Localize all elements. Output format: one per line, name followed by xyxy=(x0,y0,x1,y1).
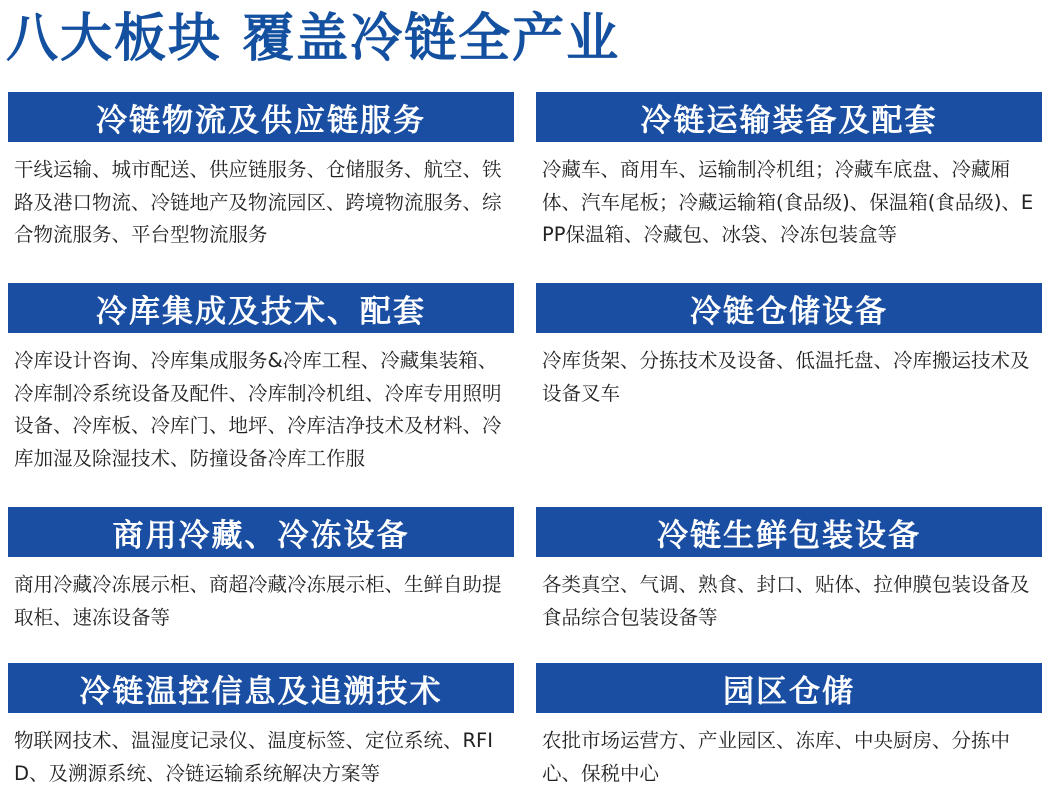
section-heading: 冷链生鲜包装设备 xyxy=(536,507,1042,557)
page-title: 八大板块 覆盖冷链全产业 xyxy=(6,9,621,69)
section-cold-chain-logistics xyxy=(8,92,514,252)
section-heading: 冷链运输装备及配套 xyxy=(536,92,1042,142)
section-transport-equipment xyxy=(536,92,1042,252)
section-heading: 冷链仓储设备 xyxy=(536,283,1042,333)
section-heading: 冷链物流及供应链服务 xyxy=(8,92,514,142)
section-description: 商用冷藏冷冻展示柜、商超冷藏冷冻展示柜、生鲜自助提取柜、速冻设备等 xyxy=(14,573,502,629)
section-heading: 商用冷藏、冷冻设备 xyxy=(8,507,514,557)
section-temperature-tracking xyxy=(8,663,514,790)
section-heading: 冷库集成及技术、配套 xyxy=(8,283,514,333)
section-description: 干线运输、城市配送、供应链服务、仓储服务、航空、铁路及港口物流、冷链地产及物流园区、跨境物流服务、综合物流服务、平台型物流服务 xyxy=(14,158,502,246)
section-description: 物联网技术、温湿度记录仪、温度标签、定位系统、RFID、及溯源系统、冷链运输系统解决方案等 xyxy=(14,729,494,785)
section-park-warehousing xyxy=(536,663,1042,790)
section-description: 冷库货架、分拣技术及设备、低温托盘、冷库搬运技术及设备叉车 xyxy=(542,349,1030,405)
section-heading: 园区仓储 xyxy=(536,663,1042,713)
section-commercial-refrigeration xyxy=(8,507,514,634)
section-description: 各类真空、气调、熟食、封口、贴体、拉伸膜包装设备及食品综合包装设备等 xyxy=(542,573,1030,629)
section-description: 冷库设计咨询、冷库集成服务&冷库工程、冷藏集装箱、冷库制冷系统设备及配件、冷库制冷机组、冷库专用照明设备、冷库板、冷库门、地坪、冷库洁净技术及材料、冷库加湿及除湿技术、防撞设备冷库工作服 xyxy=(14,349,502,470)
section-cold-storage-integration xyxy=(8,283,514,475)
section-description: 农批市场运营方、产业园区、冻库、中央厨房、分拣中心、保税中心 xyxy=(542,729,1011,785)
section-description: 冷藏车、商用车、运输制冷机组；冷藏车底盘、冷藏厢体、汽车尾板；冷藏运输箱(食品级)、保温箱(食品级)、EPP保温箱、冷藏包、冰袋、冷冻包装盒等 xyxy=(542,158,1034,246)
section-heading: 冷链温控信息及追溯技术 xyxy=(8,663,514,713)
section-fresh-packaging xyxy=(536,507,1042,634)
section-warehouse-equipment xyxy=(536,283,1042,410)
